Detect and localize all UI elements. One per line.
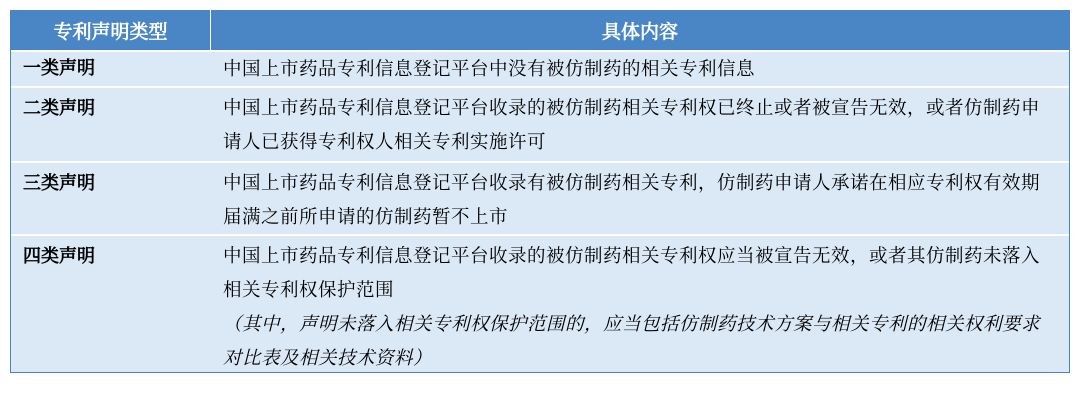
declaration-type-cell: 一类声明: [23, 58, 95, 79]
table-row: [11, 86, 1069, 161]
table-row: [11, 50, 1069, 86]
declaration-type-cell: 四类声明: [23, 246, 95, 267]
declaration-note: （其中，声明未落入相关专利权保护范围的，应当包括仿制药技术方案与相关专利的相关权利要求对比表及相关技术资料）: [223, 314, 1041, 369]
declaration-type-cell: 二类声明: [23, 98, 95, 119]
table-row: [11, 161, 1069, 234]
header-declaration-type: 专利声明类型: [11, 10, 211, 50]
declaration-content-cell: [211, 236, 1069, 372]
table-header: [11, 10, 1069, 50]
patent-declaration-table: [10, 10, 1070, 373]
declaration-content-cell: 中国上市药品专利信息登记平台收录有被仿制药相关专利，仿制药申请人承诺在相应专利权有效期届满之前所申请的仿制药暂不上市: [223, 173, 1041, 228]
declaration-type-cell: 三类声明: [23, 173, 95, 194]
header-specific-content: 具体内容: [601, 20, 678, 43]
declaration-content-cell: 中国上市药品专利信息登记平台中没有被仿制药的相关专利信息: [223, 59, 756, 80]
declaration-content-text: 中国上市药品专利信息登记平台收录的被仿制药相关专利权应当被宣告无效，或者其仿制药未落入相关专利权保护范围: [223, 246, 1041, 301]
table-row: [11, 234, 1069, 372]
declaration-content-cell: 中国上市药品专利信息登记平台收录的被仿制药相关专利权已终止或者被宣告无效，或者仿制药申请人已获得专利权人相关专利实施许可: [223, 98, 1041, 153]
